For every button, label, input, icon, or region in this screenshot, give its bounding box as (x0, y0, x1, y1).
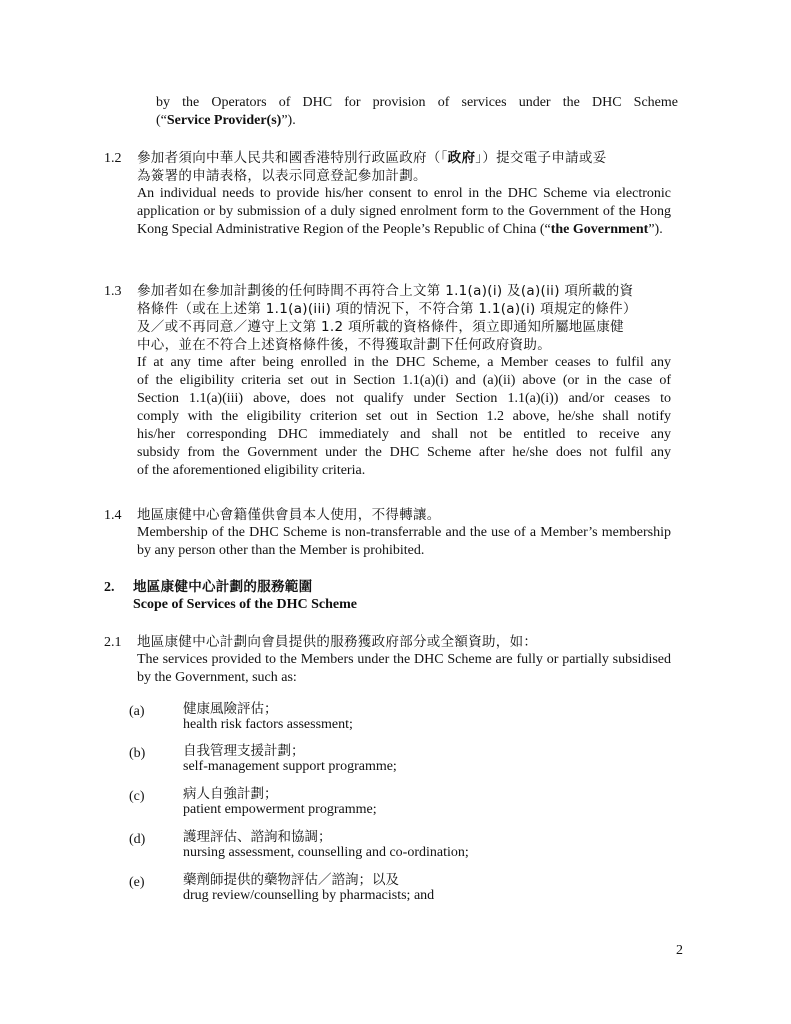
list-item-b (183, 744, 653, 774)
intro-paragraph (156, 94, 678, 130)
list-item-b-en: self-management support programme; (183, 759, 397, 774)
section-2-1-zh: 地區康健中心計劃向會員提供的服務獲政府部分或全額資助，如： (137, 634, 538, 650)
section-1-2-zh-line-2: 為簽署的申請表格，以表示同意登記參加計劃。 (137, 168, 427, 184)
list-item-a (183, 702, 653, 732)
section-1-3-en-line-2: of the eligibility criteria set out in Section 1.1(a)(i) and (a)(ii) above (or in the case of (137, 373, 671, 388)
section-1-3-en-line-5: his/her corresponding DHC immediately and shall not be entitled to receive any (137, 427, 671, 442)
intro-line-2: (“Service Provider(s)”). (156, 113, 296, 128)
section-1-3-zh-line-2: 格條件（或在上述第 1.1(a)(iii) 項的情況下，不符合第 1.1(a)(i) 項規定的條件） (137, 301, 637, 317)
section-1-3-body (137, 282, 671, 480)
section-2-1-en: The services provided to the Members under the DHC Scheme are fully or partially subsidised by the Government, such as: (137, 652, 671, 685)
list-item-e-en: drug review/counselling by pharmacists; and (183, 888, 435, 903)
section-2-heading-zh: 地區康健中心計劃的服務範圍 (133, 579, 313, 595)
section-1-2-en: An individual needs to provide his/her consent to enrol in the DHC Scheme via electronic application or by submission of a duly signed enrolment form to the Government of the Hong Kong Special Administrative Region of the People’s Republic of China (“the Government”). (137, 186, 671, 237)
section-2-heading (133, 578, 667, 614)
intro-line-1: by the Operators of DHC for provision of services under the DHC Scheme (156, 95, 678, 110)
section-1-3-en-line-1: If at any time after being enrolled in the DHC Scheme, a Member ceases to fulfil any (137, 355, 671, 370)
list-label-c: (c) (129, 789, 145, 804)
section-number-1-3: 1.3 (104, 284, 122, 299)
section-number-2-1: 2.1 (104, 635, 122, 650)
section-1-4-en: Membership of the DHC Scheme is non-transferrable and the use of a Member’s membership by any person other than the Member is prohibited. (137, 525, 671, 558)
section-1-3-en-line-4: comply with the eligibility criterion set out in Section 1.2 above, he/she shall notify (137, 409, 671, 424)
list-item-e-zh: 藥劑師提供的藥物評估／諮詢；以及 (183, 872, 399, 888)
service-provider-term: Service Provider(s) (166, 113, 282, 128)
list-item-c (183, 787, 653, 817)
list-item-d (183, 830, 653, 860)
list-item-d-zh: 護理評估、諮詢和協調； (183, 829, 332, 845)
list-label-d: (d) (129, 832, 146, 847)
list-item-c-zh: 病人自強計劃； (183, 786, 278, 802)
list-item-d-en: nursing assessment, counselling and co-ordination; (183, 845, 469, 860)
section-1-2-body (137, 149, 671, 239)
section-1-3-en-line-7: of the aforementioned eligibility criteria. (137, 463, 366, 478)
list-item-a-zh: 健康風險評估； (183, 701, 278, 717)
section-1-3-zh-line-3: 及／或不再同意／遵守上文第 1.2 項所載的資格條件，須立即通知所屬地區康健 (137, 319, 624, 335)
page-number: 2 (676, 943, 683, 958)
list-label-b: (b) (129, 746, 146, 761)
section-1-4-body (137, 506, 671, 560)
section-1-3-zh-line-1: 參加者如在參加計劃後的任何時間不再符合上文第 1.1(a)(i) 及(a)(ii) 項所載的資 (137, 283, 634, 299)
section-number-1-2: 1.2 (104, 151, 122, 166)
section-2-heading-en: Scope of Services of the DHC Scheme (133, 597, 357, 612)
list-item-e (183, 873, 653, 903)
section-2-number: 2. (104, 580, 115, 595)
government-term-en: the Government (550, 222, 649, 237)
section-number-1-4: 1.4 (104, 508, 122, 523)
list-label-e: (e) (129, 875, 145, 890)
list-item-a-en: health risk factors assessment; (183, 717, 353, 732)
list-label-a: (a) (129, 704, 145, 719)
section-1-4-zh: 地區康健中心會籍僅供會員本人使用，不得轉讓。 (137, 507, 441, 523)
list-item-c-en: patient empowerment programme; (183, 802, 377, 817)
list-item-b-zh: 自我管理支援計劃； (183, 743, 305, 759)
section-1-3-en-line-6: subsidy from the Government under the DHC Scheme after he/she does not fulfil any (137, 445, 671, 460)
section-1-2-zh-line-1: 參加者須向中華人民共和國香港特別行政區政府（「政府」）提交電子申請或妥 (137, 150, 607, 166)
government-term-zh: 政府 (447, 150, 476, 166)
section-1-3-zh-line-4: 中心，並在不符合上述資格條件後，不得獲取計劃下任何政府資助。 (137, 337, 551, 353)
section-1-3-en-line-3: Section 1.1(a)(iii) above, does not qualify under Section 1.1(a)(i)) and/or ceases to (137, 391, 671, 406)
section-2-1-body (137, 633, 671, 687)
